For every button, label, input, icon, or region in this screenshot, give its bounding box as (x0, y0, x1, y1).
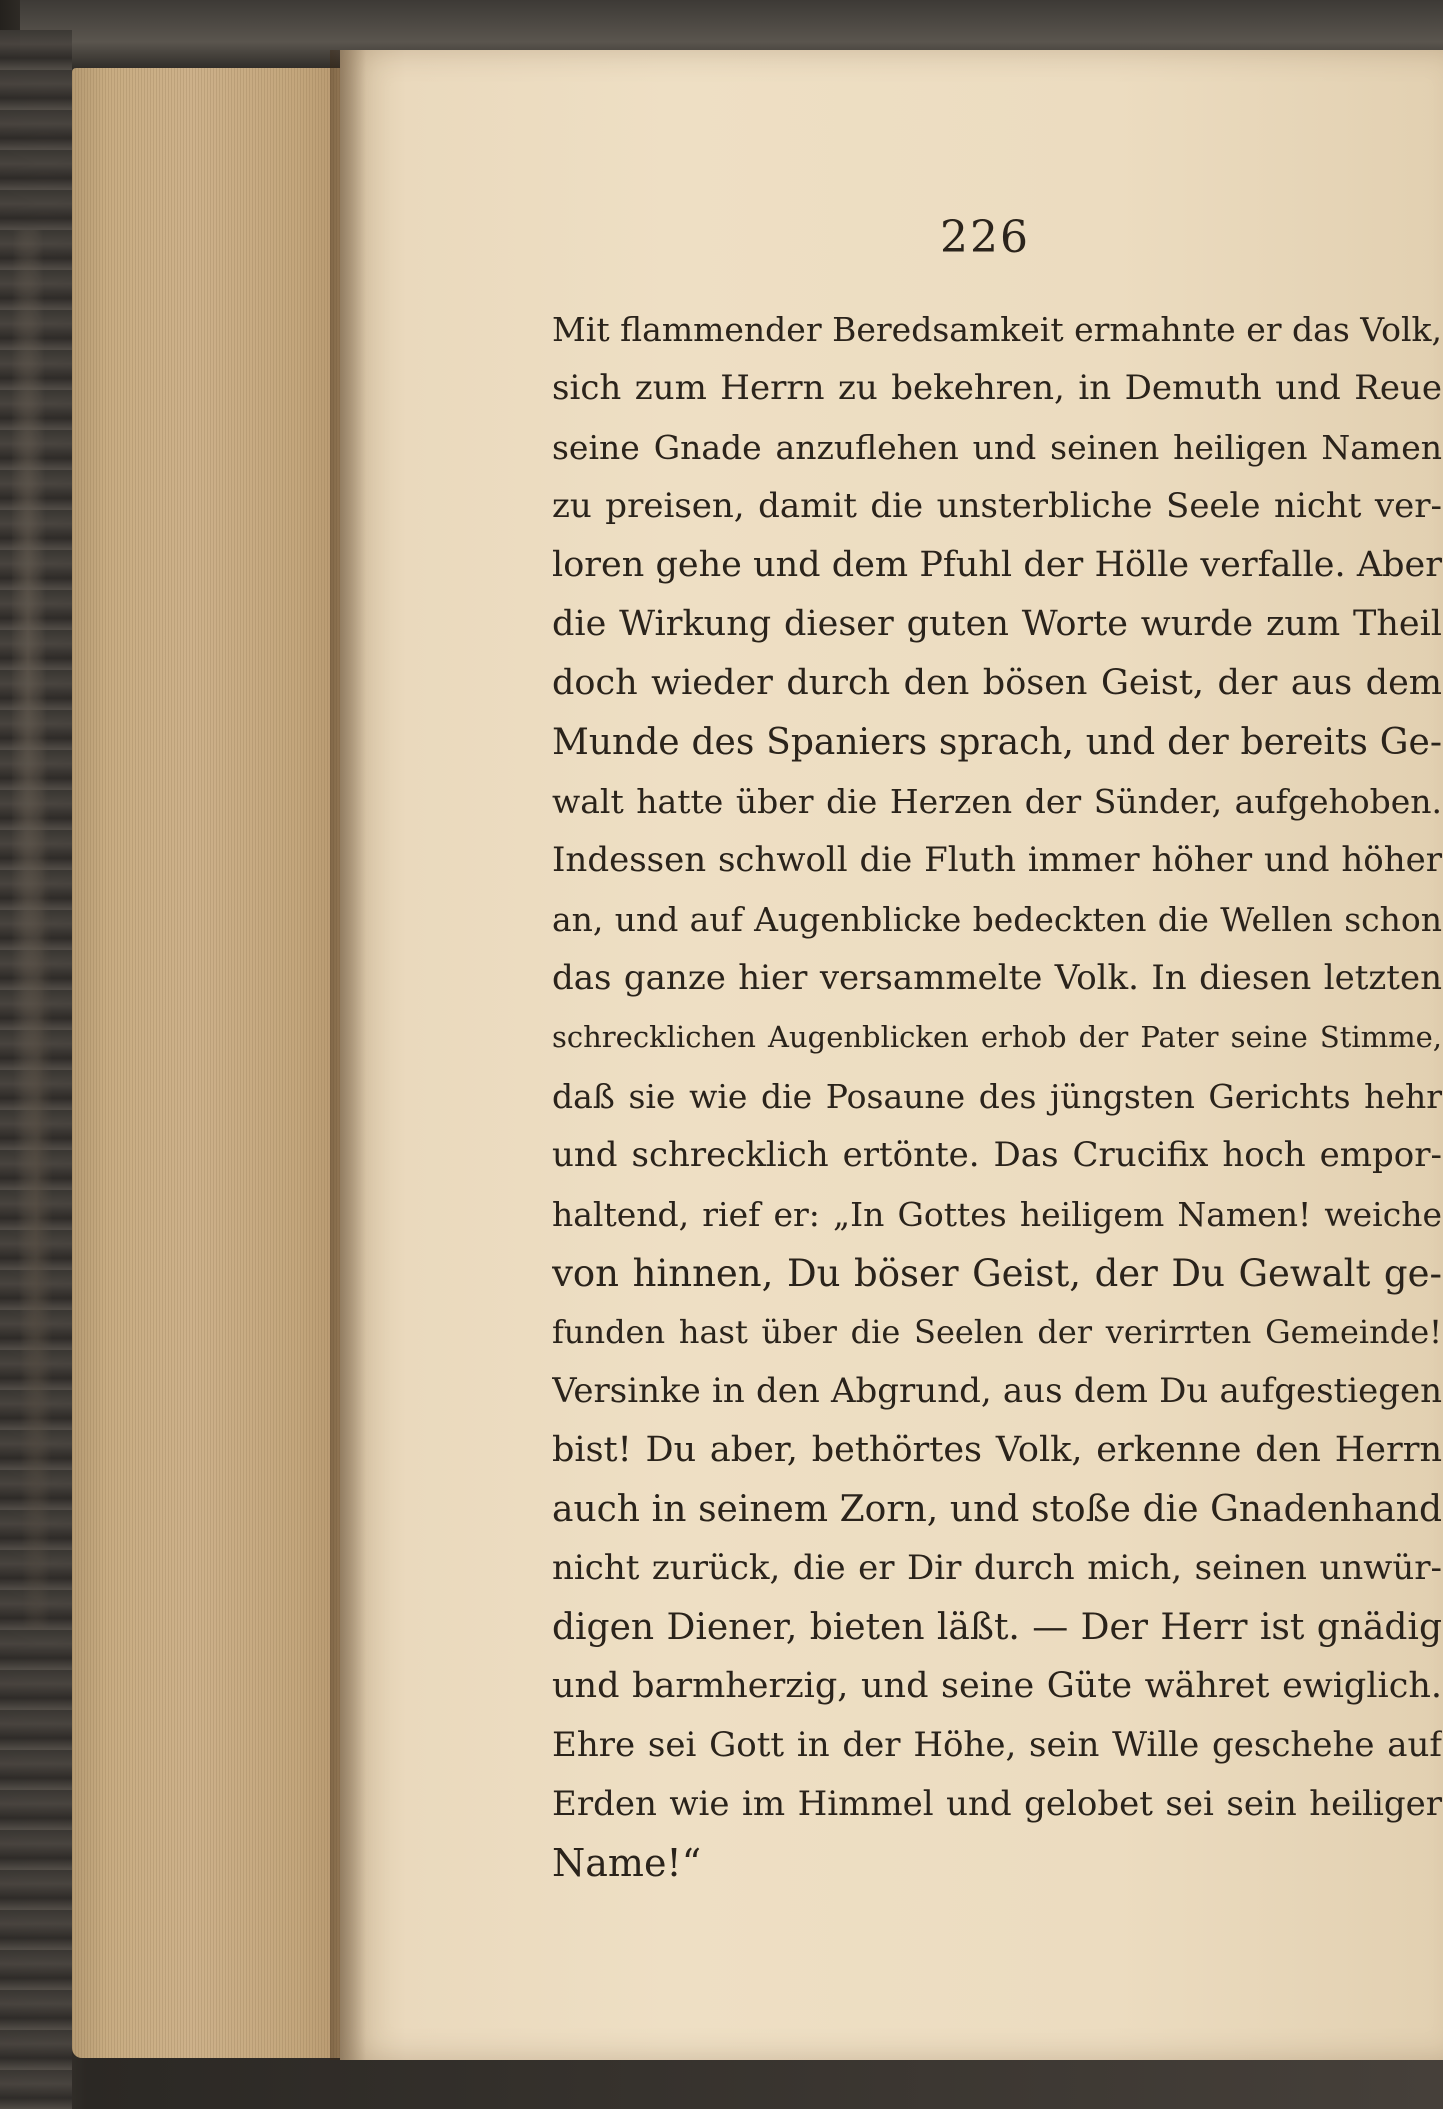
text-line: Ehre sei Gott in der Höhe, sein Wille geschehe auf (552, 1725, 1442, 1765)
page-block-edge (72, 68, 372, 2058)
text-line: bist! Du aber, bethörtes Volk, erkenne den Herrn (552, 1430, 1442, 1470)
text-line: daß sie wie die Posaune des jüngsten Gerichts hehr (552, 1077, 1442, 1116)
text-line: walt hatte über die Herzen der Sünder, aufgehoben. (552, 782, 1442, 821)
text-line: nicht zurück, die er Dir durch mich, seinen unwür- (552, 1548, 1442, 1588)
text-line: von hinnen, Du böser Geist, der Du Gewalt ge- (552, 1252, 1442, 1295)
text-line: haltend, rief er: „In Gottes heiligem Namen! weiche (552, 1195, 1442, 1234)
text-line: funden hast über die Seelen der verirrten Gemeinde! (552, 1313, 1442, 1351)
text-line: Munde des Spaniers sprach, und der bereits Ge- (552, 722, 1442, 763)
book-cover-spine (0, 30, 72, 2109)
text-line: loren gehe und dem Pfuhl der Hölle verfalle. Aber (552, 545, 1442, 585)
text-line: Mit flammender Beredsamkeit ermahnte er das Volk, (552, 310, 1442, 349)
text-line: seine Gnade anzuflehen und seinen heiligen Namen (552, 428, 1442, 467)
text-line: an, und auf Augenblicke bedeckten die Wellen schon (552, 900, 1442, 939)
text-line: schrecklichen Augenblicken erhob der Pater seine Stimme, (552, 1020, 1442, 1054)
text-line: Indessen schwoll die Fluth immer höher und höher (552, 840, 1442, 880)
text-line: doch wieder durch den bösen Geist, der aus dem (552, 663, 1442, 703)
gutter-shadow (330, 50, 366, 2060)
text-line: zu preisen, damit die unsterbliche Seele nicht ver- (552, 486, 1442, 526)
text-line: sich zum Herrn zu bekehren, in Demuth und Reue (552, 368, 1442, 408)
text-line: Name!“ (552, 1841, 702, 1885)
text-line: digen Diener, bieten läßt. — Der Herr ist gnädig (552, 1607, 1442, 1648)
text-line: Versinke in den Abgrund, aus dem Du aufgestiegen (552, 1371, 1442, 1411)
page-number: 226 (940, 212, 1030, 263)
text-line: das ganze hier versammelte Volk. In diesen letzten (552, 958, 1442, 998)
text-line: auch in seinem Zorn, und stoße die Gnadenhand (552, 1489, 1442, 1530)
text-line: die Wirkung dieser guten Worte wurde zum Theil (552, 604, 1442, 644)
page-text (552, 300, 1442, 1893)
text-line: Erden wie im Himmel und gelobet sei sein heiliger (552, 1784, 1442, 1824)
text-line: und barmherzig, und seine Güte währet ewiglich. (552, 1666, 1442, 1706)
text-line: und schrecklich ertönte. Das Crucifix hoch empor- (552, 1135, 1442, 1175)
